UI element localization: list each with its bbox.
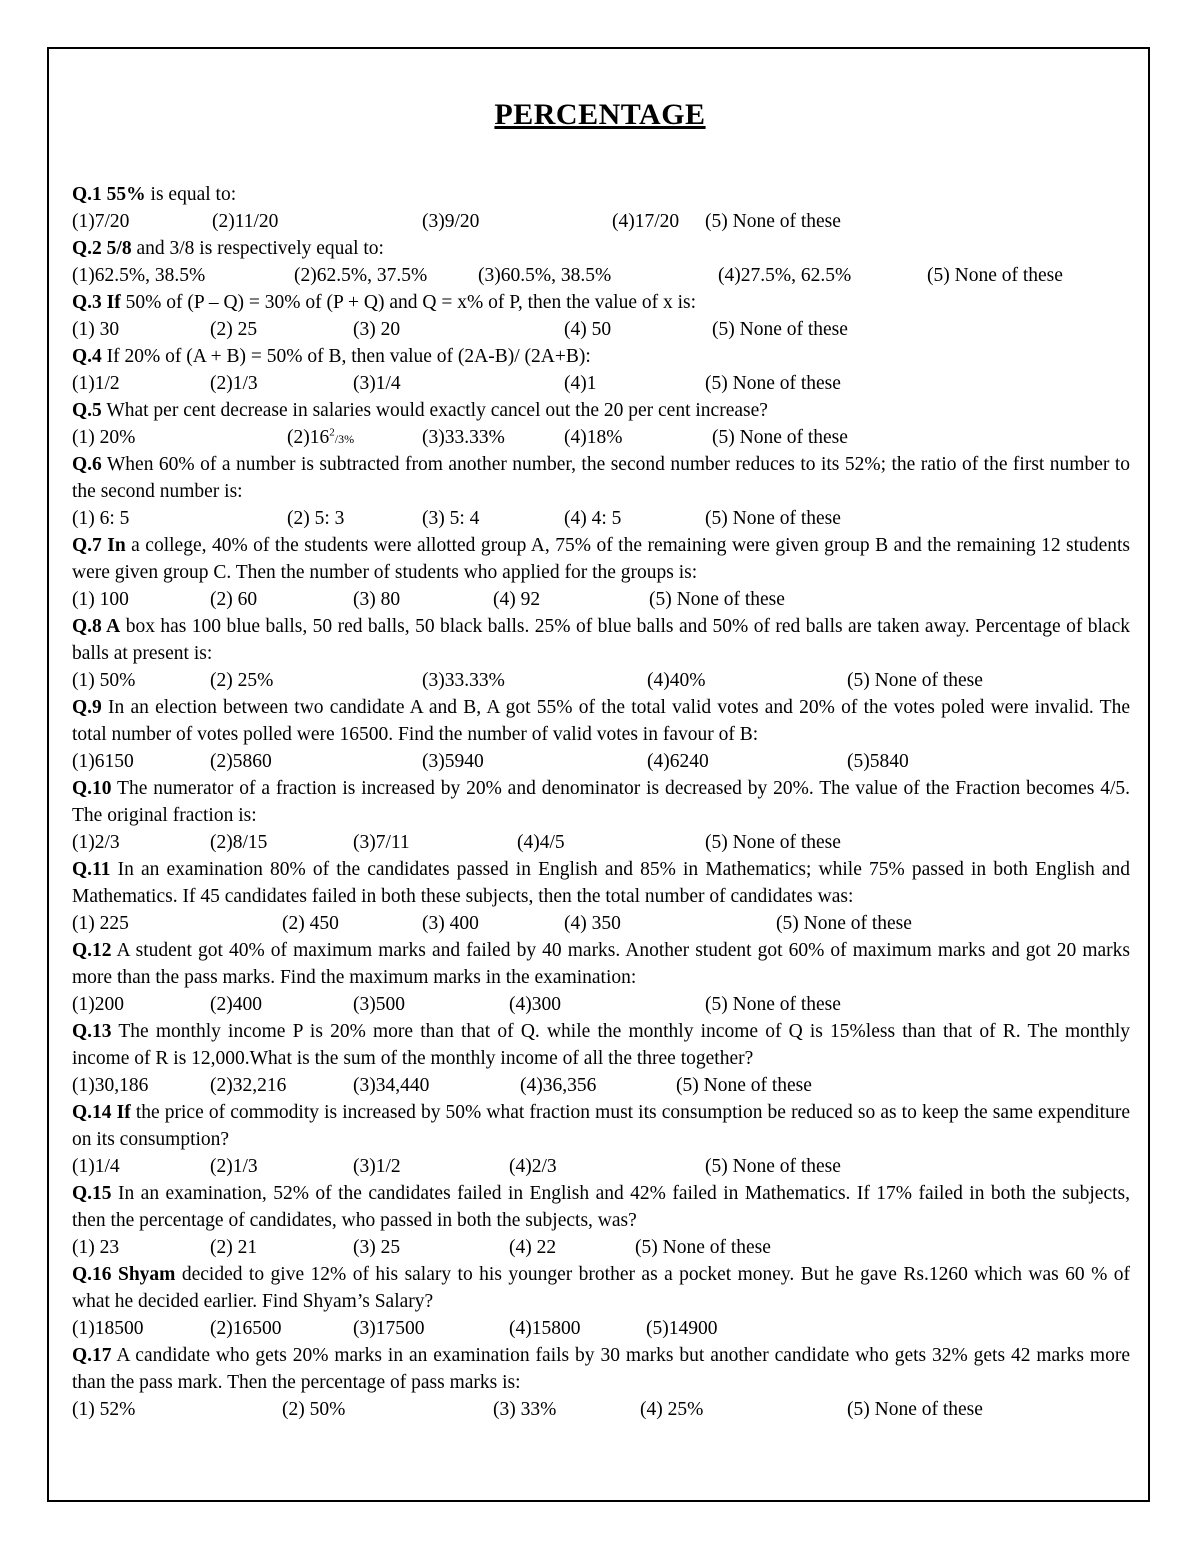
question-number: Q.6 xyxy=(72,454,102,475)
question-text xyxy=(72,289,1130,316)
option-4: (4) 22 xyxy=(509,1237,557,1258)
question xyxy=(72,397,1130,451)
option-2: (2)1/3 xyxy=(210,373,258,394)
question-number: Q.17 xyxy=(72,1345,112,1366)
question-list xyxy=(72,181,1130,1423)
question-number: Q.1 55% xyxy=(72,184,146,205)
question xyxy=(72,1018,1130,1099)
option-5: (5) None of these xyxy=(635,1237,771,1258)
question-body: is equal to: xyxy=(145,184,237,205)
option-5: (5)5840 xyxy=(847,751,909,772)
option-1: (1) 50% xyxy=(72,670,136,691)
question-number: Q.14 If xyxy=(72,1102,131,1123)
option-3: (3)17500 xyxy=(353,1318,425,1339)
option-2: (2)62.5%, 37.5% xyxy=(294,265,428,286)
question xyxy=(72,1342,1130,1423)
option-3: (3)1/2 xyxy=(353,1156,401,1177)
question-text xyxy=(72,1180,1130,1234)
option-4: (4)2/3 xyxy=(509,1156,557,1177)
question-text xyxy=(72,451,1130,505)
option-4: (4)36,356 xyxy=(520,1075,597,1096)
options-row xyxy=(72,829,1130,856)
question-text xyxy=(72,937,1130,991)
option-1: (1) 30 xyxy=(72,319,120,340)
question-text xyxy=(72,532,1130,586)
option-1: (1)200 xyxy=(72,994,124,1015)
option-2: (2) 25% xyxy=(210,670,274,691)
option-1: (1) 100 xyxy=(72,589,129,610)
option-3: (3)60.5%, 38.5% xyxy=(478,265,612,286)
option-5: (5) None of these xyxy=(705,1156,841,1177)
options-row xyxy=(72,208,1130,235)
option-1: (1) 52% xyxy=(72,1399,136,1420)
options-row xyxy=(72,370,1130,397)
question-number: Q.12 xyxy=(72,940,112,961)
question-text xyxy=(72,775,1130,829)
question-text xyxy=(72,613,1130,667)
question-number: Q.16 Shyam xyxy=(72,1264,176,1285)
question-body: the price of commodity is increased by 50% what fraction must its consumption be reduced so as to keep the same expenditure on its consumption? xyxy=(72,1102,1130,1150)
question xyxy=(72,613,1130,694)
option-3: (3)1/4 xyxy=(353,373,401,394)
question-number: Q.4 xyxy=(72,346,102,367)
options-row xyxy=(72,586,1130,613)
question-body: In an examination 80% of the candidates passed in English and 85% in Mathematics; while 75% passed in both English and Mathematics. If 45 candidates failed in both these subjects, then the total number of candidates was: xyxy=(72,859,1130,907)
option-2: (2)400 xyxy=(210,994,262,1015)
question-body: If 20% of (A + B) = 50% of B, then value of (2A-B)/ (2A+B): xyxy=(101,346,591,367)
question-number: Q.15 xyxy=(72,1183,112,1204)
option-4: (4) 50 xyxy=(564,319,612,340)
question-number: Q.11 xyxy=(72,859,111,880)
question-body: What per cent decrease in salaries would exactly cancel out the 20 per cent increase? xyxy=(101,400,768,421)
option-5: (5) None of these xyxy=(705,373,841,394)
question-body: The monthly income P is 20% more than that of Q. while the monthly income of Q is 15%less than that of R. The monthly income of R is 12,000.What is the sum of the monthly income of all the three together? xyxy=(72,1021,1130,1069)
option-2: (2) 50% xyxy=(282,1399,346,1420)
question-text xyxy=(72,1342,1130,1396)
question-text xyxy=(72,1018,1130,1072)
option-2: (2) 60 xyxy=(210,589,258,610)
option-4: (4)300 xyxy=(509,994,561,1015)
question xyxy=(72,694,1130,775)
option-4: (4) 25% xyxy=(640,1399,704,1420)
question-text xyxy=(72,397,1130,424)
option-1: (1)62.5%, 38.5% xyxy=(72,265,206,286)
option-1: (1)6150 xyxy=(72,751,134,772)
question-body: A student got 40% of maximum marks and failed by 40 marks. Another student got 60% of maximum marks and got 20 marks more than the pass marks. Find the maximum marks in the examination: xyxy=(72,940,1130,988)
options-row xyxy=(72,748,1130,775)
option-3: (3)34,440 xyxy=(353,1075,430,1096)
options-row xyxy=(72,1315,1130,1342)
question-number: Q.8 A xyxy=(72,616,121,637)
question-number: Q.5 xyxy=(72,400,102,421)
question-number: Q.2 5/8 xyxy=(72,238,132,259)
option-4: (4)6240 xyxy=(647,751,709,772)
option-5: (5) None of these xyxy=(705,994,841,1015)
option-2: (2)11/20 xyxy=(212,211,279,232)
question xyxy=(72,181,1130,235)
question xyxy=(72,937,1130,1018)
option-1: (1) 225 xyxy=(72,913,129,934)
option-3: (3)7/11 xyxy=(353,832,410,853)
option-1: (1) 6: 5 xyxy=(72,508,130,529)
question-text xyxy=(72,694,1130,748)
question-body: 50% of (P – Q) = 30% of (P + Q) and Q = x% of P, then the value of x is: xyxy=(120,292,697,313)
options-row xyxy=(72,667,1130,694)
question xyxy=(72,856,1130,937)
question-number: Q.3 If xyxy=(72,292,121,313)
option-4: (4)18% xyxy=(564,427,623,448)
option-5: (5) None of these xyxy=(927,265,1063,286)
options-row xyxy=(72,262,1130,289)
question-body: and 3/8 is respectively equal to: xyxy=(131,238,384,259)
option-1: (1) 23 xyxy=(72,1237,120,1258)
option-4: (4)27.5%, 62.5% xyxy=(718,265,852,286)
options-row xyxy=(72,424,1130,451)
option-3: (3)33.33% xyxy=(422,670,505,691)
question-number: Q.13 xyxy=(72,1021,112,1042)
options-row xyxy=(72,1396,1130,1423)
question xyxy=(72,1180,1130,1261)
option-1: (1)7/20 xyxy=(72,211,130,232)
option-2: (2) 21 xyxy=(210,1237,258,1258)
option-2: (2)16500 xyxy=(210,1318,282,1339)
question-body: In an election between two candidate A and B, A got 55% of the total valid votes and 20% of the votes poled were invalid. The total number of votes polled were 16500. Find the number of valid votes in favour of B: xyxy=(72,697,1130,745)
option-4: (4)4/5 xyxy=(517,832,565,853)
option-1: (1)2/3 xyxy=(72,832,120,853)
option-4: (4) 92 xyxy=(493,589,541,610)
option-3: (3) 33% xyxy=(493,1399,557,1420)
option-4: (4)17/20 xyxy=(612,211,680,232)
option-2: (2)1/3 xyxy=(210,1156,258,1177)
option-5: (5) None of these xyxy=(712,427,848,448)
question-text xyxy=(72,856,1130,910)
option-1: (1)1/2 xyxy=(72,373,120,394)
question-number: Q.9 xyxy=(72,697,102,718)
option-2: (2) 25 xyxy=(210,319,258,340)
option-4: (4) 4: 5 xyxy=(564,508,622,529)
question xyxy=(72,532,1130,613)
question-text xyxy=(72,343,1130,370)
option-2: (2)32,216 xyxy=(210,1075,287,1096)
question-number: Q.7 In xyxy=(72,535,126,556)
option-3: (3)500 xyxy=(353,994,405,1015)
question-text xyxy=(72,1099,1130,1153)
question-body: a college, 40% of the students were allotted group A, 75% of the remaining were given group B and the remaining 12 students were given group C. Then the number of students who applied for the groups is: xyxy=(72,535,1130,583)
option-3: (3) 20 xyxy=(353,319,401,340)
option-3: (3) 5: 4 xyxy=(422,508,480,529)
option-1: (1)1/4 xyxy=(72,1156,120,1177)
options-row xyxy=(72,1072,1130,1099)
option-2: (2) 450 xyxy=(282,913,339,934)
options-row xyxy=(72,910,1130,937)
option-5: (5) None of these xyxy=(705,508,841,529)
option-4: (4)40% xyxy=(647,670,706,691)
question-body: When 60% of a number is subtracted from another number, the second number reduces to its 52%; the ratio of the first number to the second number is: xyxy=(72,454,1130,502)
question xyxy=(72,235,1130,289)
option-2: (2)5860 xyxy=(210,751,272,772)
options-row xyxy=(72,505,1130,532)
option-2: (2)8/15 xyxy=(210,832,268,853)
options-row xyxy=(72,991,1130,1018)
option-5: (5) None of these xyxy=(776,913,912,934)
question xyxy=(72,451,1130,532)
option-3: (3) 80 xyxy=(353,589,401,610)
question-body: In an examination, 52% of the candidates failed in English and 42% failed in Mathematics. If 17% failed in both the subjects, then the percentage of candidates, who passed in both the subjects, was? xyxy=(72,1183,1130,1231)
option-5: (5) None of these xyxy=(705,832,841,853)
option-4: (4)1 xyxy=(564,373,597,394)
options-row xyxy=(72,1153,1130,1180)
question-body: A candidate who gets 20% marks in an examination fails by 30 marks but another candidate who gets 32% gets 42 marks more than the pass mark. Then the percentage of pass marks is: xyxy=(72,1345,1130,1393)
option-5: (5) None of these xyxy=(712,319,848,340)
page-title: PERCENTAGE xyxy=(494,98,706,131)
question-text xyxy=(72,235,1130,262)
option-1: (1)18500 xyxy=(72,1318,144,1339)
options-row xyxy=(72,1234,1130,1261)
option-3: (3)5940 xyxy=(422,751,484,772)
option-3: (3) 25 xyxy=(353,1237,401,1258)
option-4: (4)15800 xyxy=(509,1318,581,1339)
option-3: (3)9/20 xyxy=(422,211,480,232)
option-5: (5) None of these xyxy=(847,1399,983,1420)
question-body: box has 100 blue balls, 50 red balls, 50 black balls. 25% of blue balls and 50% of red balls are taken away. Percentage of black balls at present is: xyxy=(72,616,1130,664)
option-5: (5) None of these xyxy=(847,670,983,691)
question-body: The numerator of a fraction is increased by 20% and denominator is decreased by 20%. The value of the Fraction becomes 4/5. The original fraction is: xyxy=(72,778,1130,826)
question xyxy=(72,775,1130,856)
option-5: (5) None of these xyxy=(676,1075,812,1096)
options-row xyxy=(72,316,1130,343)
option-5: (5) None of these xyxy=(705,211,841,232)
question xyxy=(72,1261,1130,1342)
option-3: (3) 400 xyxy=(422,913,479,934)
question xyxy=(72,1099,1130,1180)
option-5: (5) None of these xyxy=(649,589,785,610)
option-1: (1) 20% xyxy=(72,427,136,448)
option-2: (2) 5: 3 xyxy=(287,508,345,529)
option-3: (3)33.33% xyxy=(422,427,505,448)
option-4: (4) 350 xyxy=(564,913,621,934)
question-text xyxy=(72,1261,1130,1315)
question-number: Q.10 xyxy=(72,778,112,799)
option-2: $(2)16^2/3\%$ xyxy=(287,426,355,448)
option-1: (1)30,186 xyxy=(72,1075,149,1096)
question xyxy=(72,289,1130,343)
option-5: (5)14900 xyxy=(646,1318,718,1339)
question-text xyxy=(72,181,1130,208)
question-body: decided to give 12% of his salary to his younger brother as a pocket money. But he gave Rs.1260 which was 60 % of what he decided earlier. Find Shyam’s Salary? xyxy=(72,1264,1130,1312)
question xyxy=(72,343,1130,397)
